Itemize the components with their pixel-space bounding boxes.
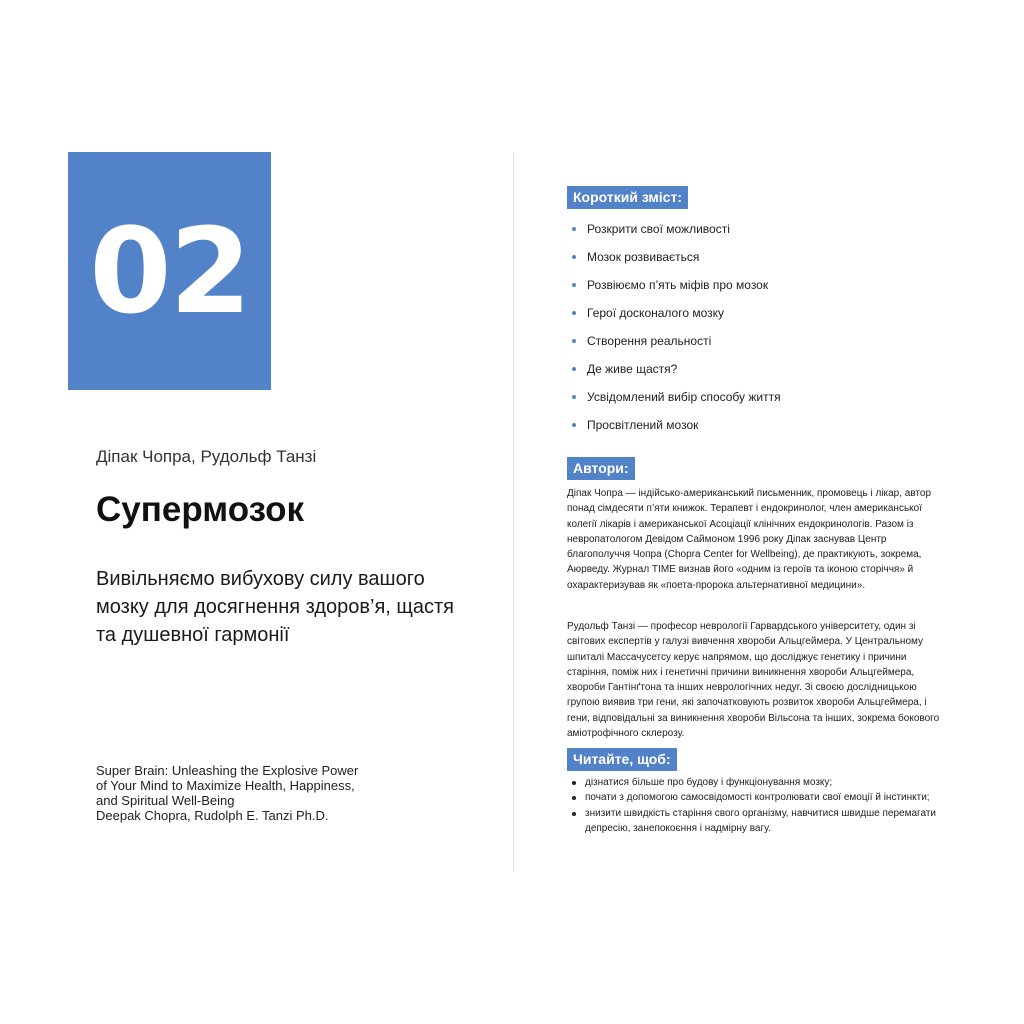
- original-line: Deepak Chopra, Rudolph E. Tanzi Ph.D.: [96, 808, 329, 823]
- list-item: Розвіюємо п’ять міфів про мозок: [567, 275, 781, 303]
- book-subtitle: Вивільняємо вибухову силу вашого мозку для досягнення здоров’я, щастя та душевної гармонії: [96, 568, 454, 646]
- original-line: of Your Mind to Maximize Health, Happiness,: [96, 778, 355, 793]
- chapter-number: 02: [89, 202, 250, 340]
- list-item: Усвідомлений вибір способу життя: [567, 387, 781, 415]
- list-item: Де живе щастя?: [567, 359, 781, 387]
- summary-list: [567, 219, 781, 443]
- author-bio-chopra: Діпак Чопра — індійсько-американський письменник, промовець і лікар, автор понад сімдесяти п’яти книжок. Терапевт і ендокринолог, член американської колегії лікарів і американської Асоціації клінічних ендокринологів. Разом із невропатологом Девідом Саймоном 1996 року Діпак заснував Центр благополуччя Чопра (Chopra Center for Wellbeing), де практикують, зокрема, Аюрведу. Журнал TIME визнав його «одним із героїв та іконою сторіччя» й охарактеризував як «поета-пророка альтернативної медицини».: [567, 488, 932, 591]
- author-bio-tanzi: Рудольф Танзі — професор неврології Гарвардського університету, один зі світових експертів у галузі вивчення хвороби Альцгеймера. У Центральному шпиталі Массачусетсу керує напрямом, що досліджує генетику і причини старіння, поміж них і генетичні причини виникнення хвороби Альцгеймера, хвороби Гантінґтона та інших неврологічних недуг. Зі своєю дослідницькою групою виявив три гени, які започатковують розвиток хвороби Альцгеймера, і гени, відповідальні за виникнення хвороби Вільсона та інших, зокрема бокового аміотрофічного склерозу.: [567, 621, 940, 740]
- list-item: дізнатися більше про будову і функціонування мозку;: [567, 775, 947, 790]
- list-item: Створення реальності: [567, 331, 781, 359]
- list-item: Просвітлений мозок: [567, 415, 781, 443]
- list-item: Мозок розвивається: [567, 247, 781, 275]
- list-item: Розкрити свої можливості: [567, 219, 781, 247]
- original-line: Super Brain: Unleashing the Explosive Power: [96, 763, 359, 778]
- column-divider: [513, 152, 514, 872]
- authors-line: Діпак Чопра, Рудольф Танзі: [96, 447, 317, 466]
- read-list: [567, 775, 947, 836]
- list-item: знизити швидкість старіння свого організму, навчитися швидше перемагати депресію, занепокоєння і надмірну вагу.: [567, 806, 947, 837]
- list-item: Герої досконалого мозку: [567, 303, 781, 331]
- book-title: Супермозок: [96, 490, 305, 529]
- summary-heading: Короткий зміст:: [567, 186, 688, 209]
- original-title-block: [96, 763, 396, 823]
- chapter-badge: [68, 152, 271, 390]
- read-heading: Читайте, щоб:: [567, 748, 677, 771]
- list-item: почати з допомогою самосвідомості контролювати свої емоції й інстинкти;: [567, 790, 947, 805]
- original-line: and Spiritual Well-Being: [96, 793, 235, 808]
- authors-heading: Автори:: [567, 457, 635, 480]
